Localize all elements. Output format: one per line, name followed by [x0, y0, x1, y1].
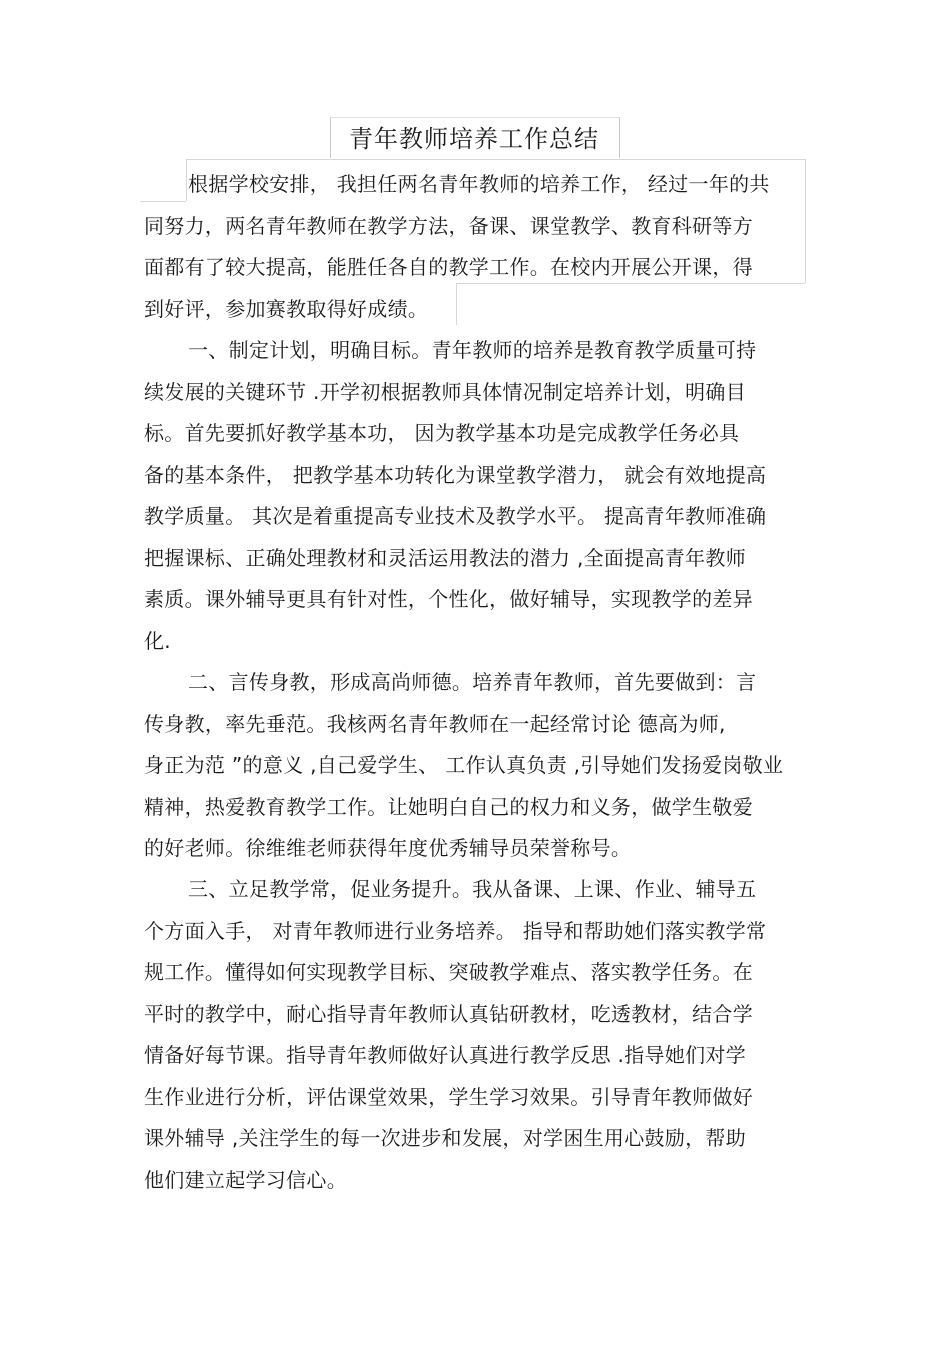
text-line: 化.	[144, 628, 171, 653]
text-line: 面都有了较大提高，能胜任各自的教学工作。在校内开展公开课，得	[144, 255, 753, 279]
text-line: 精神，热爱教育教学工作。让她明白自己的权力和义务，做学生敬爱	[144, 794, 753, 819]
text-line: 一、制定计划，明确目标。青年教师的培养是教育教学质量可持	[188, 338, 757, 362]
text-line: 他们建立起学习信心。	[144, 1167, 347, 1192]
paragraph-section-1	[144, 330, 804, 662]
text-line: 备的基本条件， 把教学基本功转化为课堂教学潜力， 就会有效地提高	[144, 462, 767, 487]
text-line: 根据学校安排， 我担任两名青年教师的培养工作， 经过一年的共	[188, 172, 770, 196]
text-line: 教学质量。 其次是着重提高专业技术及教学水平。 提高青年教师准确	[144, 504, 767, 528]
text-line: 平时的教学中，耐心指导青年教师认真钻研教材，吃透教材，结合学	[144, 1001, 753, 1026]
paragraph-section-2	[144, 662, 804, 870]
document-title: 青年教师培养工作总结	[349, 125, 599, 153]
frame-edge	[805, 159, 806, 283]
text-line: 三、立足教学常，促业务提升。我从备课、上课、作业、辅导五	[188, 877, 757, 901]
text-line: 把握课标、正确处理教材和灵活运用教法的潜力 ,全面提高青年教师	[144, 545, 747, 570]
text-line: 二、言传身教，形成高尚师德。培养青年教师，首先要做到：言	[188, 670, 757, 694]
paragraph-intro	[144, 164, 804, 330]
paragraph-section-3	[144, 869, 804, 1201]
text-line: 素质。课外辅导更具有针对性，个性化，做好辅导，实现教学的差异	[144, 587, 753, 611]
text-line: 同努力，两名青年教师在教学方法，备课、课堂教学、教育科研等方	[144, 213, 753, 238]
text-line: 续发展的关键环节 .开学初根据教师具体情况制定培养计划，明确目	[144, 379, 747, 404]
text-line: 个方面入手， 对青年教师进行业务培养。 指导和帮助她们落实教学常	[144, 918, 767, 943]
text-line: 规工作。懂得如何实现教学目标、突破教学难点、落实教学任务。在	[144, 960, 753, 984]
text-line: 传身教，率先垂范。我核两名青年教师在一起经常讨论 德高为师,	[144, 711, 726, 736]
text-line: 课外辅导 ,关注学生的每一次进步和发展，对学困生用心鼓励，帮助	[144, 1126, 747, 1150]
text-line: 到好评，参加赛教取得好成绩。	[144, 296, 429, 321]
frame-edge	[186, 159, 805, 160]
text-line: 身正为范 ”的意义 ,自己爱学生、 工作认真负责 ,引导她们发扬爱岗敬业	[144, 753, 784, 777]
text-line: 生作业进行分析，评估课堂效果，学生学习效果。引导青年教师做好	[144, 1084, 753, 1109]
text-line: 的好老师。徐维维老师获得年度优秀辅导员荣誉称号。	[144, 836, 632, 860]
text-line: 情备好每节课。指导青年教师做好认真进行教学反思 .指导她们对学	[144, 1043, 747, 1067]
text-line: 标。首先要抓好教学基本功， 因为教学基本功是完成教学任务必具	[144, 421, 740, 445]
